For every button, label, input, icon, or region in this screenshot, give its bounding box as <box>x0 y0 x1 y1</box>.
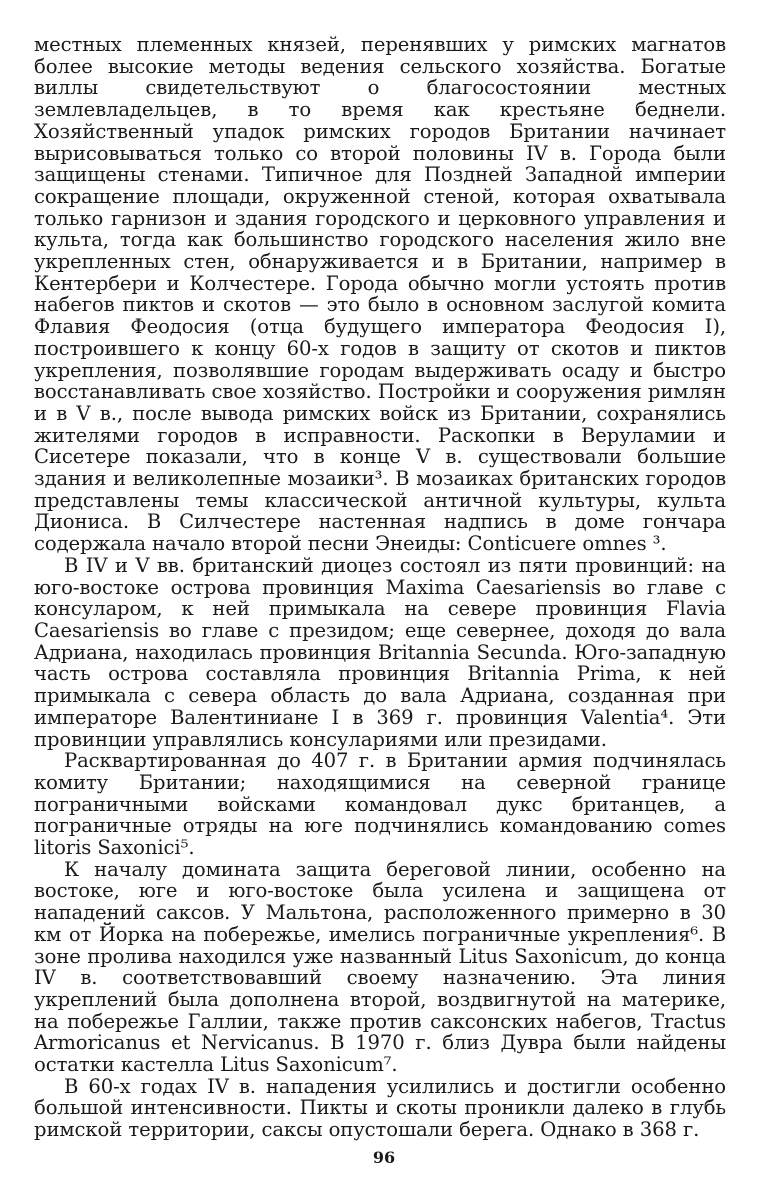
paragraph-2: В IV и V вв. британский диоцез состоял из пяти провинций: на юго-востоке острова провинция Maxima Caesariensis во главе с консуларом, к ней примыкала на севере провинция Flavia Caesariensis во главе с президом; еще севернее, доходя до вала Адриана, находилась провинция Britannia Secunda. Юго-западную часть острова составляла провинция Britannia Prima, к ней примыкала с севера область до вала Адриана, созданная при императоре Валентиниане I в 369 г. провинция Valentia⁴. Эти провинции управлялись консулариями или президами. <box>34 553 726 751</box>
paragraph-1: местных племенных князей, перенявших у римских магнатов более высокие методы ведения сельского хозяйства. Богатые виллы свидетельствуют о благосостоянии местных землевладельцев, в то время как крестьяне беднели. Хозяйственный упадок римских городов Британии начинает вырисовываться только со второй половины IV в. Города были защищены стенами. Типичное для Поздней Западной империи сокращение площади, окруженной стеной, которая охватывала только гарнизон и здания городского и церковного управления и культа, тогда как большинство городского населения жило вне укрепленных стен, обнаруживается и в Британии, например в Кентербери и Колчестере. Города обычно могли устоять против набегов пиктов и скотов — это было в основном заслугой комита Флавия Феодосия (отца будущего императора Феодосия I), построившего к концу 60-х годов в защиту от скотов и пиктов укрепления, позволявшие городам выдерживать осаду и быстро восстанавливать свое хозяйство. Постройки и сооружения римлян и в V в., после вывода римских войск из Британии, сохранялись жителями городов в исправности. Раскопки в Веруламии и Сисетере показали, что в конце V в. существовали большие здания и великолепные мозаики³. В мозаиках британских городов представлены темы классической античной культуры, культа Диониса. В Силчестере настенная надпись в доме гончара содержала начало второй песни Энеиды: Conticuere omnes ³. <box>34 33 726 556</box>
page-number: 96 <box>372 1148 396 1167</box>
paragraph-3: Расквартированная до 407 г. в Британии армия подчинялась комиту Британии; находящимися на северной границе пограничными войсками командовал дукс британцев, а пограничные отряды на юге подчинялись командованию comes litoris Saxonici⁵. <box>34 749 726 860</box>
paragraph-5: В 60-х годах IV в. нападения усилились и достигли особенно большой интенсивности. Пикты и скоты проникли далеко в глубь римской территории, саксы опустошали берега. Однако в 368 г. <box>34 1074 726 1142</box>
book-page <box>34 33 726 1142</box>
paragraph-4: К началу домината защита береговой линии, особенно на востоке, юге и юго-востоке была усилена и защищена от нападений саксов. У Мальтона, расположенного примерно в 30 км от Йорка на побережье, имелись пограничные укрепления⁶. В зоне пролива находился уже названный Litus Saxonicum, до конца IV в. соответствовавший своему назначению. Эта линия укреплений была дополнена второй, воздвигнутой на материке, на побережье Галлии, также против саксонских набегов, Tractus Armoricanus et Nervicanus. В 1970 г. близ Дувра были найдены остатки кастелла Litus Saxonicum⁷. <box>34 857 726 1077</box>
